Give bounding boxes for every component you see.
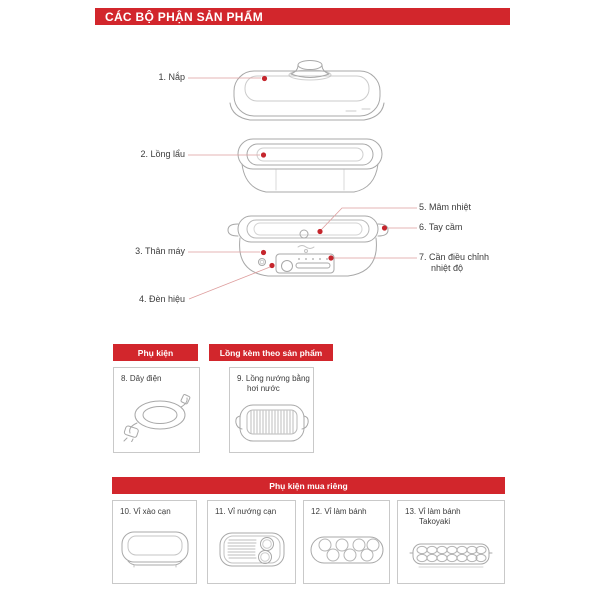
part-label-handle: 6. Tay cầm [419,222,463,232]
header-accessories-sold-separately: Phụ kiện mua riêng [112,477,505,494]
part-label-lid: 1. Nắp [158,72,185,82]
part-label-heatplate: 5. Mâm nhiệt [419,202,472,212]
accessory-card-steam-tray [229,367,314,453]
grill-tray-drawing [218,531,286,569]
header-included-with-product: Lồng kèm theo sản phẩm [209,344,333,361]
cake-mold-tray-drawing [309,534,385,566]
takoyaki-tray-drawing [409,541,493,569]
accessory-label: 12. Vỉ làm bánh [311,507,367,516]
part-label-body: 3. Thân máy [135,246,185,256]
accessory-label: 8. Dây điện [121,374,162,383]
accessory-label: 9. Lồng nướng bằng hơi nước [237,374,310,393]
steam-grill-tray-drawing [234,401,310,445]
page-title: CÁC BỘ PHẬN SẢN PHẨM [105,9,264,24]
flat-stirfry-tray-drawing [120,530,190,570]
accessory-card-grill-tray [207,500,296,584]
accessory-label: 11. Vỉ nướng cạn [215,507,277,516]
accessory-card-stirfry-tray [112,500,197,584]
accessory-label: 10. Vỉ xào cạn [120,507,171,516]
power-cord-drawing [123,394,191,442]
callout-dots [261,76,387,268]
header-accessories: Phụ kiện [113,344,198,361]
part-label-light: 4. Đèn hiệu [138,294,185,304]
accessory-card-cake-tray [303,500,390,584]
accessory-card-takoyaki-tray [397,500,505,584]
part-label-hotpot: 2. Lồng lẩu [140,149,185,159]
part-label-temp-control: 7. Cần điều chỉnh nhiệt độ [419,252,490,273]
accessory-card-power-cord [113,367,200,453]
accessory-label: 13. Vỉ làm bánh Takoyaki [405,507,461,526]
